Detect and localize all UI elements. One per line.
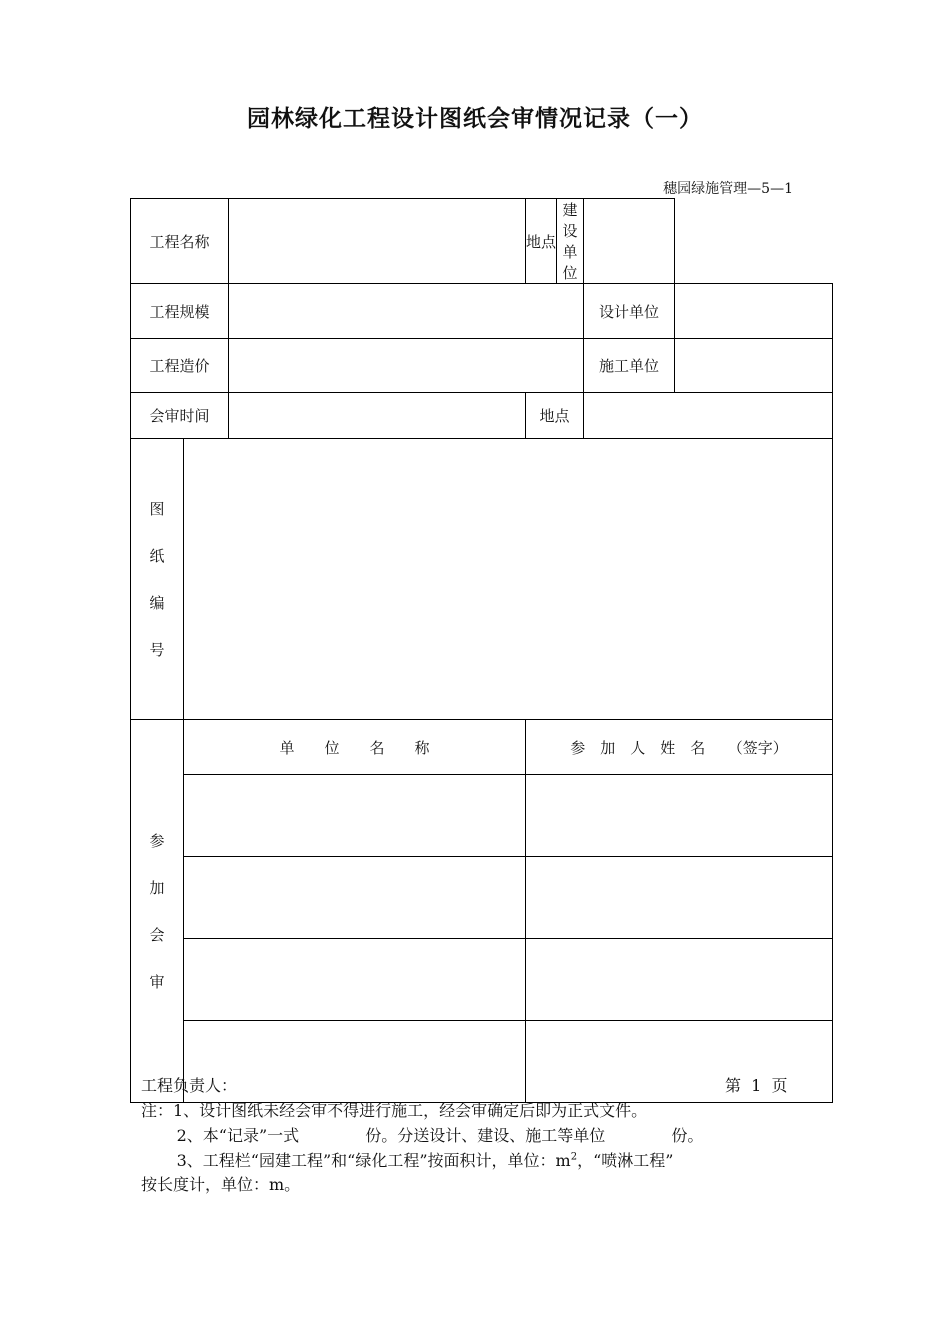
drawing-number-char: 图	[149, 500, 165, 518]
review-location-field[interactable]	[584, 393, 833, 439]
construction-unit-field[interactable]	[584, 199, 675, 284]
project-name-field[interactable]	[229, 199, 526, 284]
participants-char: 加	[149, 879, 165, 897]
note-line-2: 2、本“记录”一式 份。分送设计、建设、施工等单位 份。	[141, 1126, 704, 1145]
participants-label	[131, 720, 184, 1103]
design-unit-label: 设计单位	[584, 284, 675, 339]
builder-unit-label: 施工单位	[584, 339, 675, 393]
review-time-field[interactable]	[229, 393, 526, 439]
note-line-3-text-end: ，“喷淋工程”	[577, 1151, 674, 1170]
note-line-3-superscript: 2	[570, 1151, 578, 1163]
participant-unit-cell[interactable]	[184, 775, 526, 857]
drawing-number-char: 号	[149, 641, 165, 659]
drawing-number-label	[131, 439, 184, 720]
project-cost-field[interactable]	[229, 339, 584, 393]
location-label: 地点	[526, 199, 557, 284]
note-line-4: 按长度计，单位：m。	[141, 1175, 301, 1194]
participant-signature-cell[interactable]	[526, 939, 833, 1021]
note-line-3	[141, 1148, 673, 1171]
project-cost-label: 工程造价	[131, 339, 229, 393]
design-unit-field[interactable]	[675, 284, 833, 339]
drawing-number-char: 编	[149, 594, 165, 612]
review-time-label: 会审时间	[131, 393, 229, 439]
participant-unit-cell[interactable]	[184, 939, 526, 1021]
participant-signature-cell[interactable]	[526, 857, 833, 939]
project-name-label: 工程名称	[131, 199, 229, 284]
document-title: 园林绿化工程设计图纸会审情况记录（一）	[247, 106, 703, 132]
drawing-number-char: 纸	[149, 547, 165, 565]
review-form-table	[130, 198, 833, 1103]
note-line-1: 注：1、设计图纸未经会审不得进行施工，经会审确定后即为正式文件。	[141, 1101, 648, 1120]
participant-unit-cell[interactable]	[184, 857, 526, 939]
project-scale-field[interactable]	[229, 284, 584, 339]
participants-char: 审	[149, 973, 165, 991]
note-line-3-text: 3、工程栏“园建工程”和“绿化工程”按面积计，单位：m	[141, 1151, 571, 1170]
review-location-label: 地点	[526, 393, 584, 439]
construction-unit-label: 建设单位	[557, 199, 584, 284]
person-name-header: 参 加 人 姓 名 （签字）	[526, 720, 833, 775]
participants-char: 会	[149, 926, 165, 944]
builder-unit-field[interactable]	[675, 339, 833, 393]
participants-char: 参	[149, 832, 165, 850]
page-number: 第 1 页	[725, 1076, 788, 1095]
unit-name-header: 单 位 名 称	[184, 720, 526, 775]
participant-signature-cell[interactable]	[526, 775, 833, 857]
drawing-number-field[interactable]	[184, 439, 833, 720]
form-code: 穗园绿施管理—5—1	[663, 181, 793, 197]
project-scale-label: 工程规模	[131, 284, 229, 339]
project-responsible-label: 工程负责人：	[141, 1076, 238, 1095]
